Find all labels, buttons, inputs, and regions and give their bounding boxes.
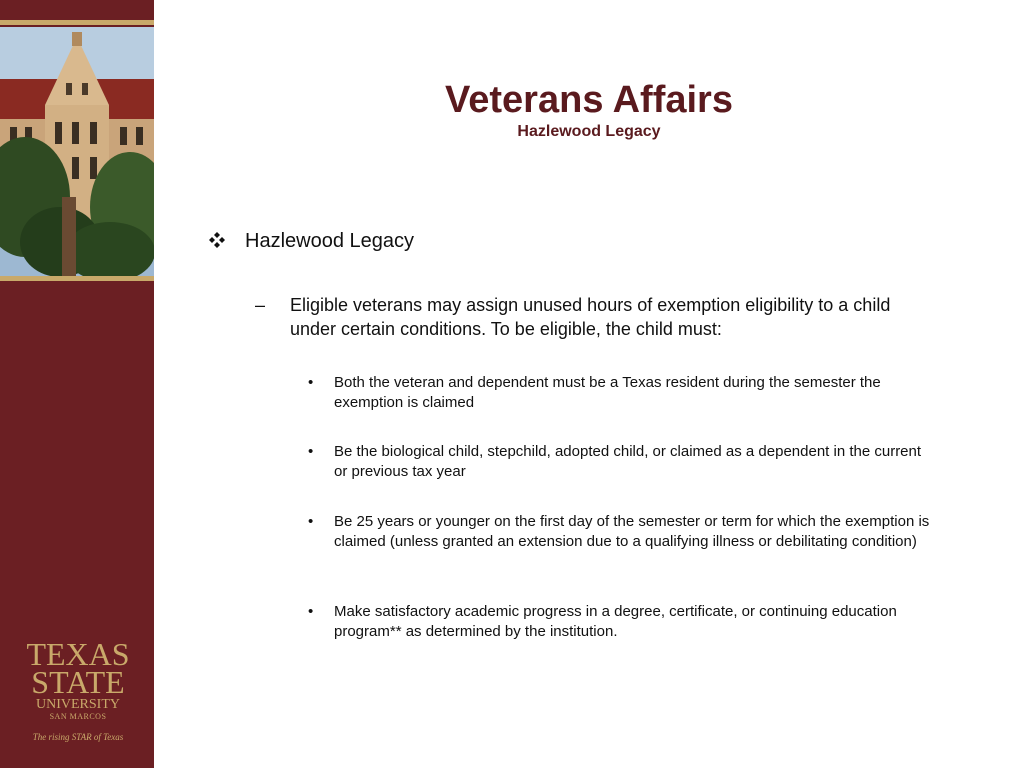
bullet-level2-marker: – — [255, 295, 266, 315]
slide-title: Veterans Affairs — [445, 79, 733, 121]
title-block — [154, 78, 1024, 142]
logo-tagline: The rising STAR of Texas — [32, 732, 124, 742]
gold-rule-bottom — [0, 276, 154, 281]
campus-building-photo — [0, 27, 154, 276]
four-diamond-bullet-icon — [207, 230, 227, 250]
bullet-level3-marker: • — [308, 513, 314, 530]
bullet-level3-marker: • — [308, 443, 314, 460]
list-item-text: Both the veteran and dependent must be a Texas resident during the semester the exemption is claimed — [334, 374, 881, 411]
bullet-level3-marker: • — [308, 603, 314, 620]
sidebar — [0, 0, 154, 768]
list-item-text: Be the biological child, stepchild, adopted child, or claimed as a dependent in the current or previous tax year — [334, 443, 922, 480]
bullet-level3-marker: • — [308, 374, 314, 391]
bullet-level2-text: Eligible veterans may assign unused hours of exemption eligibility to a child under certain conditions. To be eligible, the child must: — [290, 295, 891, 339]
bullet-level1-text: Hazlewood Legacy — [245, 230, 414, 252]
university-logo — [18, 636, 138, 742]
logo-university: UNIVERSITY — [36, 697, 120, 712]
list-item-text: Make satisfactory academic progress in a degree, certificate, or continuing education program** as determined by the institution. — [334, 603, 897, 640]
logo-texas: TEXAS — [26, 636, 130, 672]
list-item-text: Be 25 years or younger on the first day of the semester or term for which the exemption is claimed (unless granted an extension due to a qualifying illness or debilitating condition) — [334, 513, 930, 550]
logo-san-marcos: SAN MARCOS — [49, 712, 107, 721]
gold-rule-top — [0, 20, 154, 25]
logo-state: STATE — [31, 664, 125, 700]
slide-subtitle: Hazlewood Legacy — [517, 123, 661, 140]
